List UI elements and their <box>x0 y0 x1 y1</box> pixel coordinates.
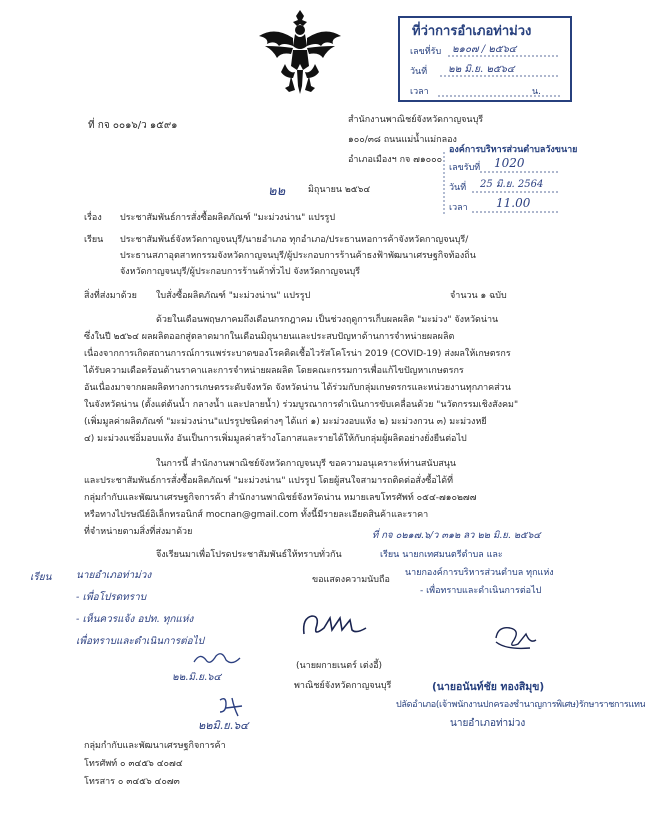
para2-line-5: ที่จำหน่ายตามสิ่งที่ส่งมาด้วย <box>84 527 193 537</box>
handwritten-label: เรียน <box>30 572 52 583</box>
to-line-2: ประธานสภาอุตสาหกรรมจังหวัดกาญจนบุรี/ผู้ประกอบการร้านค้าธงฟ้าพัฒนาเศรษฐกิจท้องถิ่น <box>120 251 476 261</box>
to-line-1: ประชาสัมพันธ์จังหวัดกาญจนบุรี/นายอำเภอ ทุกอำเภอ/ประธานหอการค้าจังหวัดกาญจนบุรี/ <box>120 235 469 245</box>
enclosure-text: ใบสั่งซื้อผลิตภัณฑ์ "มะม่วงน่าน" แปรรูป <box>156 291 311 301</box>
para1-line-5: อันเนื่องมาจากผลผลิตทางการเกษตรระดับจังหวัด จังหวัดน่าน ได้ร่วมกับกลุ่มเกษตรกรและหน่วยงานทุกภาคส่วน <box>84 383 511 393</box>
para2-line-2: และประชาสัมพันธ์การสั่งซื้อผลิตภัณฑ์ "มะม่วงน่าน" แปรรูป โดยผู้สนใจสามารถติดต่อสั่งซื้อได้ที่ <box>84 476 454 486</box>
receive-stamp-mid-number-label: เลขรับที่ <box>449 163 481 173</box>
handwritten-date-1: ๒๒.มิ.ย.๖๔ <box>172 672 222 683</box>
receive-stamp-top-number: ๒๑๐๗ / ๒๕๖๔ <box>452 44 517 55</box>
receive-stamp-mid-date: 25 มิ.ย. 2564 <box>480 179 544 190</box>
office-line-3: อำเภอเมืองฯ กจ ๗๑๐๐๐ <box>348 155 443 165</box>
subject-label: เรื่อง <box>84 213 102 223</box>
para1-line-6: ในจังหวัดน่าน (ตั้งแต่ต้นน้ำ กลางน้ำ และปลายน้ำ) ร่วมบูรณาการดำเนินการขับเคลื่อนด้วย "นวัตกรรมเชิงสังคม" <box>84 400 519 410</box>
footer-dept: กลุ่มกำกับและพัฒนาเศรษฐกิจการค้า <box>84 741 226 751</box>
officer-title-2: นายอำเภอท่าม่วง <box>450 718 526 729</box>
officer-signature <box>486 620 542 654</box>
forward-stamp-line-3: นายกองค์การบริหารส่วนตำบล ทุกแห่ง <box>405 568 554 578</box>
para2-line-4: หรือทางไปรษณีย์อิเล็กทรอนิกส์ mocnan@gmail.com ทั้งนี้มีรายละเอียดสินค้าและราคา <box>84 510 429 520</box>
date-day: ๒๒ <box>268 184 286 199</box>
receive-stamp-top-time-label: เวลา <box>410 87 429 97</box>
receive-stamp-top-number-label: เลขที่รับ <box>410 47 442 57</box>
signer-name: (นายผกายเนตร์ เต่งอี้) <box>296 661 383 671</box>
date-month-year: มิถุนายน ๒๕๖๔ <box>308 185 371 195</box>
receive-stamp-mid-lines <box>440 150 570 216</box>
to-line-3: จังหวัดกาญจนบุรี/ผู้ประกอบการร้านค้าทั่วไป จังหวัดกาญจนบุรี <box>120 267 361 277</box>
handwritten-date-2: ๒๒มิ.ย.๖๔ <box>198 719 249 732</box>
para2-line-3: กลุ่มกำกับและพัฒนาเศรษฐกิจการค้า สำนักงานพาณิชย์จังหวัดน่าน หมายเลขโทรศัพท์ ๐๕๔-๗๑๐๒๗๗ <box>84 493 477 503</box>
footer-fax: โทรสาร ๐ ๓๔๕๖ ๔๐๗๓ <box>84 777 180 787</box>
subject-text: ประชาสัมพันธ์การสั่งซื้อผลิตภัณฑ์ "มะม่วงน่าน" แปรรูป <box>120 213 336 223</box>
office-line-2: ๑๐๐/๓๘ ถนนแม่น้ำแม่กลอง <box>348 135 457 145</box>
forward-stamp-line-1: ที่ กจ ๐๒๑๗.๖/ว ๓๑๒ ลว ๒๒ มิ.ย. ๒๕๖๔ <box>372 530 541 541</box>
receive-stamp-mid-time-label: เวลา <box>449 203 468 213</box>
para1-line-3: เนื่องจากการเกิดสถานการณ์การแพร่ระบาดของโรคติดเชื้อไวรัสโคโรน่า 2019 (COVID-19) ส่งผลให้เกษตรกร <box>84 349 511 359</box>
handwritten-signature-1 <box>190 648 250 670</box>
receive-stamp-mid-time: 11.00 <box>496 196 531 210</box>
para1-line-8: ๔) มะม่วงแช่อิ่มอบแห้ง อันเป็นการเพิ่มมูลค่าสร้างโอกาสและรายได้ให้กับกลุ่มผู้ผลิตอย่างยั่งยืนต่อไป <box>84 434 467 444</box>
footer-tel: โทรศัพท์ ๐ ๓๔๕๖ ๔๐๗๔ <box>84 759 183 769</box>
receive-stamp-top-date-label: วันที่ <box>410 67 428 77</box>
para2-line-1: ในการนี้ สำนักงานพาณิชย์จังหวัดกาญจนบุรี ขอความอนุเคราะห์ท่านสนับสนุน <box>156 459 457 469</box>
para1-line-2: ซึ่งในปี ๒๕๖๔ ผลผลิตออกสู่ตลาดมากในเดือนมิถุนายนและประสบปัญหาด้านการจำหน่ายผลผลิต <box>84 332 455 342</box>
receive-stamp-top-lines <box>398 16 570 100</box>
para1-line-4: ได้รับความเดือดร้อนด้านราคาและการจำหน่ายผลผลิต โดยคณะกรรมการเพื่อแก้ไขปัญหาเกษตรกร <box>84 366 464 376</box>
signer-title: พาณิชย์จังหวัดกาญจนบุรี <box>294 681 392 691</box>
office-line-1: สำนักงานพาณิชย์จังหวัดกาญจนบุรี <box>348 115 484 125</box>
handwritten-line-1: นายอำเภอท่าม่วง <box>76 570 152 581</box>
enclosure-count: จำนวน ๑ ฉบับ <box>450 291 507 301</box>
handwritten-line-4: เพื่อทราบและดำเนินการต่อไป <box>76 636 205 647</box>
handwritten-line-3: - เห็นควรแจ้ง อปท. ทุกแห่ง <box>76 614 194 625</box>
forward-stamp-line-4: - เพื่อทราบและดำเนินการต่อไป <box>420 586 542 596</box>
receive-stamp-mid-title: องค์การบริหารส่วนตำบลวังขนาย <box>449 145 578 155</box>
to-label: เรียน <box>84 235 104 245</box>
regards: ขอแสดงความนับถือ <box>312 575 390 585</box>
officer-name: (นายอนันท์ชัย ทองสิมุข) <box>432 681 545 693</box>
signer-signature <box>296 608 376 642</box>
officer-title: ปลัดอำเภอ(เจ้าพนักงานปกครองชำนาญการพิเศษ)รักษาราชการแทน <box>396 700 645 710</box>
garuda-emblem-icon <box>255 6 345 98</box>
receive-stamp-mid-number: 1020 <box>494 156 525 170</box>
forward-stamp-line-2: เรียน นายกเทศมนตรีตำบล และ <box>380 550 503 560</box>
para1-line-7: (เพิ่มมูลค่าผลิตภัณฑ์ "มะม่วงน่าน"แปรรูปชนิดต่างๆ ได้แก่ ๑) มะม่วงอบแห้ง ๒) มะม่วงกวน ๓) มะม่วงหยี <box>84 417 487 427</box>
enclosure-label: สิ่งที่ส่งมาด้วย <box>84 291 137 301</box>
receive-stamp-top-date: ๒๒ มิ.ย. ๒๕๖๔ <box>448 64 515 75</box>
doc-number: ที่ กจ ๐๐๑๖/ว ๑๕๙๑ <box>88 120 178 131</box>
para1-line-1: ด้วยในเดือนพฤษภาคมถึงเดือนกรกฎาคม เป็นช่วงฤดูการเก็บผลผลิต "มะม่วง" จังหวัดน่าน <box>156 315 499 325</box>
handwritten-line-2: - เพื่อโปรดทราบ <box>76 592 147 603</box>
closing-line: จึงเรียนมาเพื่อโปรดประชาสัมพันธ์ให้ทราบทั่วกัน <box>156 550 342 560</box>
receive-stamp-top-time: น. <box>532 87 542 97</box>
receive-stamp-mid-date-label: วันที่ <box>449 183 467 193</box>
receive-stamp-top-title: ที่ว่าการอำเภอท่าม่วง <box>412 24 532 39</box>
